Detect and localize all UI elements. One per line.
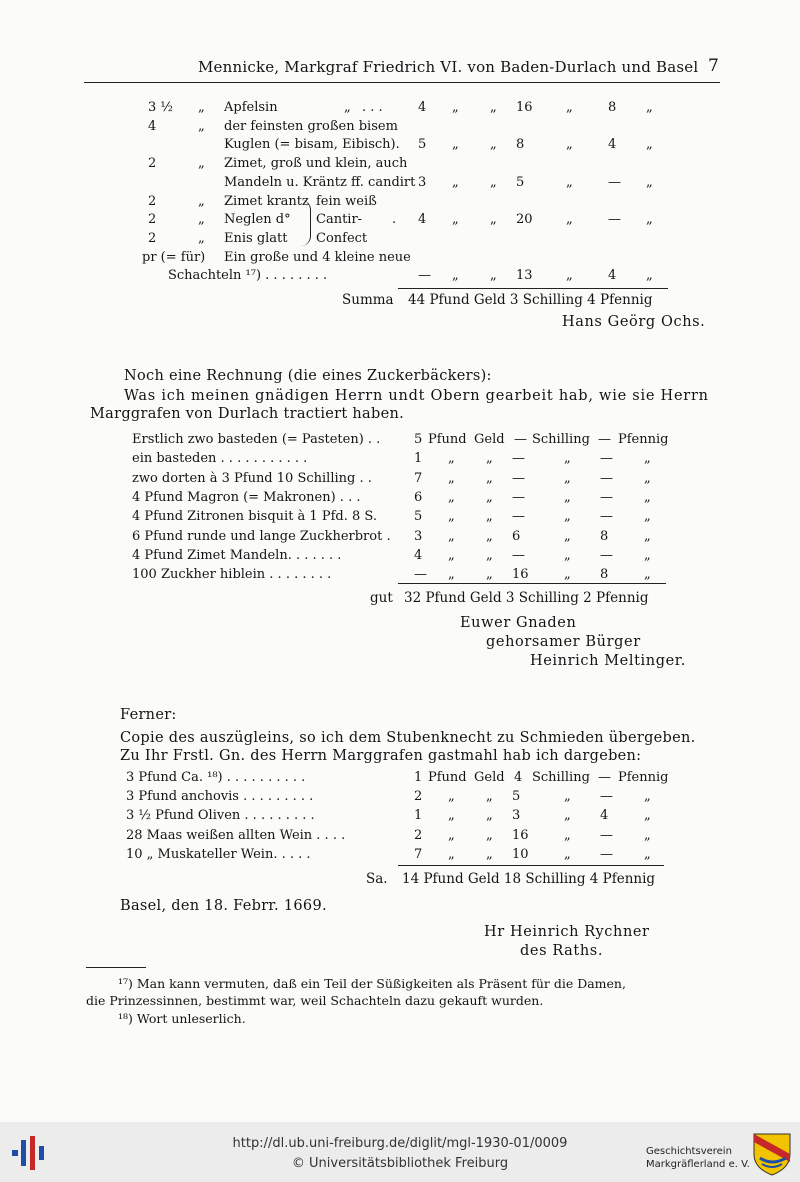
row-ditto-sch: „ <box>564 489 571 505</box>
row-ditto: „ <box>198 194 205 209</box>
table-row <box>0 451 800 469</box>
row-pfennig: — <box>600 789 613 805</box>
row-ditto-pf: „ <box>644 846 651 862</box>
table-row <box>0 268 800 286</box>
row-schilling: — <box>512 470 525 486</box>
row-ditto-pf: „ <box>646 137 653 152</box>
row-ditto-geld-2: „ <box>486 808 493 824</box>
row-schilling: 5 <box>516 175 525 190</box>
row-pfennig: 4 <box>600 808 609 824</box>
row-ditto-sch: „ <box>564 808 571 824</box>
row-schilling: 16 <box>512 827 529 843</box>
row-pfund: — <box>414 567 427 583</box>
row-schilling: 3 <box>512 808 521 824</box>
coat-of-arms-icon[interactable] <box>752 1132 792 1176</box>
row-ditto-sch: „ <box>564 846 571 862</box>
row-pfund: 6 <box>414 489 423 505</box>
row-ditto-pf: „ <box>644 547 651 563</box>
row-detail: „ <box>344 100 351 115</box>
row-ditto-sch: „ <box>564 451 571 467</box>
row-ditto-sch: „ <box>564 827 571 843</box>
row-item: 28 Maas weißen allten Wein . . . . <box>126 827 346 843</box>
row-ditto-geld-2: „ <box>486 470 493 486</box>
row-schilling: — <box>512 489 525 505</box>
row-item: ein basteden . . . . . . . . . . . <box>132 451 308 467</box>
row-qty: 2 <box>148 212 157 227</box>
row-ditto-pf: „ <box>644 808 651 824</box>
row-ditto-sch: „ <box>566 175 573 190</box>
row-ditto-pf: „ <box>644 528 651 544</box>
row-pfund: 4 <box>418 100 427 115</box>
row-ditto-pf: „ <box>644 567 651 583</box>
row-pfund: 2 <box>414 827 423 843</box>
table-row <box>0 212 800 230</box>
row-ditto-sch: „ <box>566 137 573 152</box>
row-ditto-geld: „ <box>448 489 455 505</box>
row-ditto-geld: „ <box>452 100 459 115</box>
row-item: Erstlich zwo basteden (= Pasteten) . . <box>132 432 381 447</box>
sum-total-2: 32 Pfund Geld 3 Schilling 2 Pfennig <box>404 590 649 606</box>
row-unit-pfennig: Pfennig <box>618 770 669 785</box>
row-ditto-geld-2: „ <box>486 827 493 843</box>
row-schilling: 16 <box>512 567 529 583</box>
signature-line-2: gehorsamer Bürger <box>486 634 641 650</box>
row-pfennig: — <box>600 827 613 843</box>
row-item: 6 Pfund runde und lange Zuckherbrot . <box>132 528 391 544</box>
row-pfennig: — <box>600 489 613 505</box>
row-pfund: 1 <box>414 770 423 785</box>
row-pfund: 7 <box>414 846 423 862</box>
table-row <box>0 432 800 450</box>
society-name[interactable] <box>646 1145 750 1171</box>
footnote-rule <box>86 967 146 968</box>
row-pfennig: 8 <box>600 528 609 544</box>
row-pfund: 4 <box>414 547 423 563</box>
row-ditto-geld-2: „ <box>486 451 493 467</box>
row-ditto-geld-2: „ <box>486 528 493 544</box>
row-ditto-pf: „ <box>644 451 651 467</box>
section-intro-2a: Was ich meinen gnädigen Herrn undt Obern gearbeit hab, wie sie Herrn <box>124 388 709 404</box>
footnote-17-line-2: die Prinzessinnen, bestimmt war, weil Schachteln dazu gekauft wurden. <box>86 993 544 1008</box>
row-ditto-geld-2: „ <box>486 509 493 525</box>
row-pfennig: — <box>600 846 613 862</box>
viewer-footer <box>0 1122 800 1182</box>
row-pfennig: — <box>598 770 611 785</box>
row-pfennig: — <box>608 175 621 190</box>
signature-ochs: Hans Geörg Ochs. <box>562 314 706 330</box>
row-pfennig: — <box>608 212 621 227</box>
row-ditto: „ <box>198 212 205 227</box>
signature-meltinger: Heinrich Meltinger. <box>530 653 686 669</box>
sum-label-3: Sa. <box>366 871 388 887</box>
row-schilling: 20 <box>516 212 533 227</box>
footnote-17-line-1: ¹⁷) Man kann vermuten, daß ein Teil der Süßigkeiten als Präsent für die Damen, <box>118 976 626 991</box>
table-row <box>0 789 800 807</box>
table-row <box>0 175 800 193</box>
table-row <box>0 194 800 212</box>
table-row <box>0 509 800 527</box>
table-row <box>0 471 800 489</box>
row-ditto-geld: „ <box>448 509 455 525</box>
row-qty: 2 <box>148 231 157 246</box>
row-detail: fein weiß <box>316 194 377 209</box>
row-ditto-pf: „ <box>644 489 651 505</box>
row-ditto-pf: „ <box>644 470 651 486</box>
table-row <box>0 548 800 566</box>
footnote-18: ¹⁸) Wort unleserlich. <box>118 1011 246 1026</box>
table-row <box>0 828 800 846</box>
running-title: Mennicke, Markgraf Friedrich VI. von Baden-Durlach und Basel <box>198 58 699 76</box>
date-line: Basel, den 18. Febrr. 1669. <box>120 898 327 914</box>
row-pfund: 3 <box>414 528 423 544</box>
row-ditto-geld: „ <box>448 547 455 563</box>
table-row <box>0 250 800 268</box>
row-item: 4 Pfund Zitronen bisquit à 1 Pfd. 8 S. <box>132 509 377 525</box>
row-ditto-pf: „ <box>644 789 651 805</box>
row-item: 100 Zuckher hiblein . . . . . . . . <box>132 567 332 583</box>
row-pfund: 5 <box>414 509 423 525</box>
row-pfund: 2 <box>414 789 423 805</box>
row-schilling: 10 <box>512 846 529 862</box>
table-row <box>0 119 800 137</box>
row-ditto-geld-2: „ <box>490 137 497 152</box>
row-item: 4 Pfund Zimet Mandeln. . . . . . . <box>132 547 342 563</box>
row-schilling: — <box>512 509 525 525</box>
table-row <box>0 770 800 788</box>
row-pfund: 7 <box>414 470 423 486</box>
row-ditto-sch: „ <box>566 268 573 283</box>
row-item: 4 Pfund Magron (= Makronen) . . . <box>132 489 361 505</box>
row-unit-pfund: Pfund <box>428 770 467 785</box>
row-ditto-sch: „ <box>564 547 571 563</box>
row-pfennig: — <box>598 432 611 447</box>
row-item: 3 Pfund anchovis . . . . . . . . . <box>126 789 314 805</box>
row-detail: Confect <box>316 231 368 246</box>
table-row <box>0 100 800 118</box>
row-pfund: 3 <box>418 175 427 190</box>
row-pfund: 1 <box>414 808 423 824</box>
table-row <box>0 137 800 155</box>
row-pfennig: 8 <box>608 100 617 115</box>
row-pfennig: 8 <box>600 567 609 583</box>
row-item: Kuglen (= bisam, Eibisch). <box>224 137 400 152</box>
row-schilling: — <box>512 547 525 563</box>
row-ditto-geld-2: „ <box>486 789 493 805</box>
row-schilling: 5 <box>512 789 521 805</box>
table-row <box>0 156 800 174</box>
row-schilling: — <box>514 432 527 447</box>
row-ditto-geld-2: „ <box>486 547 493 563</box>
row-ditto: „ <box>198 231 205 246</box>
row-ditto-geld: „ <box>448 789 455 805</box>
row-ditto: „ <box>198 156 205 171</box>
row-ditto-geld: „ <box>452 212 459 227</box>
row-item: Zimet krantz <box>224 194 309 209</box>
row-ditto-geld: „ <box>448 528 455 544</box>
row-ditto-pf: „ <box>646 100 653 115</box>
row-item: 3 ½ Pfund Oliven . . . . . . . . . <box>126 808 315 824</box>
row-ditto-geld: „ <box>448 808 455 824</box>
table-row <box>0 529 800 547</box>
row-pfund: 1 <box>414 451 423 467</box>
header-rule <box>84 82 720 83</box>
row-unit-pfennig: Pfennig <box>618 432 669 447</box>
row-pfennig: — <box>600 509 613 525</box>
row-qty: 4 <box>148 119 157 134</box>
table-row <box>0 231 800 249</box>
row-item: Enis glatt <box>224 231 288 246</box>
row-pfennig: 4 <box>608 137 617 152</box>
row-item: Mandeln u. Kräntz ff. candirt <box>224 175 416 190</box>
row-ditto-geld: „ <box>448 451 455 467</box>
row-ditto-pf: „ <box>646 212 653 227</box>
row-ditto-geld-2: „ <box>490 268 497 283</box>
row-detail: Cantir- <box>316 212 363 227</box>
society-line-2: Markgräflerland e. V. <box>646 1159 750 1170</box>
row-unit-geld: Geld <box>474 432 505 447</box>
sum-total-1: 44 Pfund Geld 3 Schilling 4 Pfennig <box>408 292 653 308</box>
row-ditto-geld-2: „ <box>486 846 493 862</box>
row-unit-geld: Geld <box>474 770 505 785</box>
row-ditto-geld: „ <box>448 470 455 486</box>
running-header <box>0 56 800 82</box>
row-item: Neglen d° <box>224 212 291 227</box>
row-ditto-sch: „ <box>566 212 573 227</box>
society-line-1: Geschichtsverein <box>646 1146 732 1157</box>
row-dots: . . . <box>362 100 383 115</box>
row-ditto-geld: „ <box>448 846 455 862</box>
row-item: der feinsten großen bisem <box>224 119 398 134</box>
row-ditto-geld: „ <box>452 175 459 190</box>
section-heading-2: Noch eine Rechnung (die eines Zuckerbäckers): <box>124 368 492 384</box>
row-ditto-geld: „ <box>448 827 455 843</box>
row-ditto-pf: „ <box>644 509 651 525</box>
row-ditto-sch: „ <box>564 567 571 583</box>
curly-brace <box>298 200 311 246</box>
row-qty: 2 <box>148 194 157 209</box>
row-ditto-pf: „ <box>644 827 651 843</box>
row-pfund: 5 <box>414 432 423 447</box>
row-pfund: — <box>418 268 431 283</box>
row-ditto-pf: „ <box>646 268 653 283</box>
row-qty: 3 ½ <box>148 100 174 115</box>
row-ditto-sch: „ <box>564 470 571 486</box>
sum-label-2: gut <box>370 590 393 606</box>
table-row <box>0 490 800 508</box>
row-pfennig: 4 <box>608 268 617 283</box>
section-intro-2b: Marggrafen von Durlach tractiert haben. <box>90 406 405 422</box>
row-ditto: „ <box>198 100 205 115</box>
copyright-notice: © Universitätsbibliothek Freiburg <box>291 1156 509 1171</box>
row-ditto-sch: „ <box>564 509 571 525</box>
row-item: Zimet, groß und klein, auch <box>224 156 408 171</box>
sum-rule-1 <box>398 288 668 289</box>
row-item: Ein große und 4 kleine neue <box>224 250 411 265</box>
sum-label-1: Summa <box>342 292 394 308</box>
row-ditto-pf: „ <box>646 175 653 190</box>
row-unit-schilling: Schilling <box>532 770 590 785</box>
row-ditto: „ <box>198 119 205 134</box>
row-ditto-geld: „ <box>452 137 459 152</box>
row-pfennig: — <box>600 451 613 467</box>
table-row <box>0 847 800 865</box>
row-pfennig: — <box>600 547 613 563</box>
sum-rule-2 <box>398 583 666 584</box>
row-ditto-geld-2: „ <box>486 489 493 505</box>
row-ditto-geld-2: „ <box>486 567 493 583</box>
row-ditto-geld: „ <box>448 567 455 583</box>
row-pfennig: — <box>600 470 613 486</box>
row-ditto-sch: „ <box>564 528 571 544</box>
row-pfund: 4 <box>418 212 427 227</box>
row-ditto-sch: „ <box>566 100 573 115</box>
row-schilling: 4 <box>514 770 523 785</box>
page-number: 7 <box>708 56 719 76</box>
row-schilling: 8 <box>516 137 525 152</box>
signature-rychner: Hr Heinrich Rychner <box>484 924 650 940</box>
signature-line-raths: des Raths. <box>520 943 604 959</box>
sum-total-3: 14 Pfund Geld 18 Schilling 4 Pfennig <box>402 871 656 887</box>
row-schilling: 13 <box>516 268 533 283</box>
row-schilling: 16 <box>516 100 533 115</box>
row-schilling: — <box>512 451 525 467</box>
document-url[interactable]: http://dl.ub.uni-freiburg.de/diglit/mgl-1930-01/0009 <box>232 1136 568 1151</box>
row-dots: . <box>392 212 397 227</box>
section-heading-3: Ferner: <box>120 707 177 723</box>
row-ditto-geld-2: „ <box>490 100 497 115</box>
table-row <box>0 808 800 826</box>
section-intro-3a: Copie des auszügleins, so ich dem Stubenknecht zu Schmieden übergeben. <box>120 730 696 746</box>
row-unit-schilling: Schilling <box>532 432 590 447</box>
row-ditto-geld-2: „ <box>490 212 497 227</box>
row-schilling: 6 <box>512 528 521 544</box>
row-item: 3 Pfund Ca. ¹⁸) . . . . . . . . . . <box>126 770 306 785</box>
row-pfund: 5 <box>418 137 427 152</box>
row-qty: 2 <box>148 156 157 171</box>
signature-line-1: Euwer Gnaden <box>460 615 577 631</box>
row-item: 10 „ Muskateller Wein. . . . . <box>126 846 311 862</box>
row-unit-pfund: Pfund <box>428 432 467 447</box>
section-intro-3b: Zu Ihr Frstl. Gn. des Herrn Marggrafen gastmahl hab ich dargeben: <box>120 748 642 764</box>
row-ditto-sch: „ <box>564 789 571 805</box>
row-item: Schachteln ¹⁷) . . . . . . . . <box>168 268 328 283</box>
row-ditto-geld-2: „ <box>490 175 497 190</box>
row-ditto-geld: „ <box>452 268 459 283</box>
row-qty: pr (= für) <box>142 250 206 265</box>
row-item: Apfelsin <box>224 100 278 115</box>
row-item: zwo dorten à 3 Pfund 10 Schilling . . <box>132 470 372 486</box>
sum-rule-3 <box>398 865 664 866</box>
